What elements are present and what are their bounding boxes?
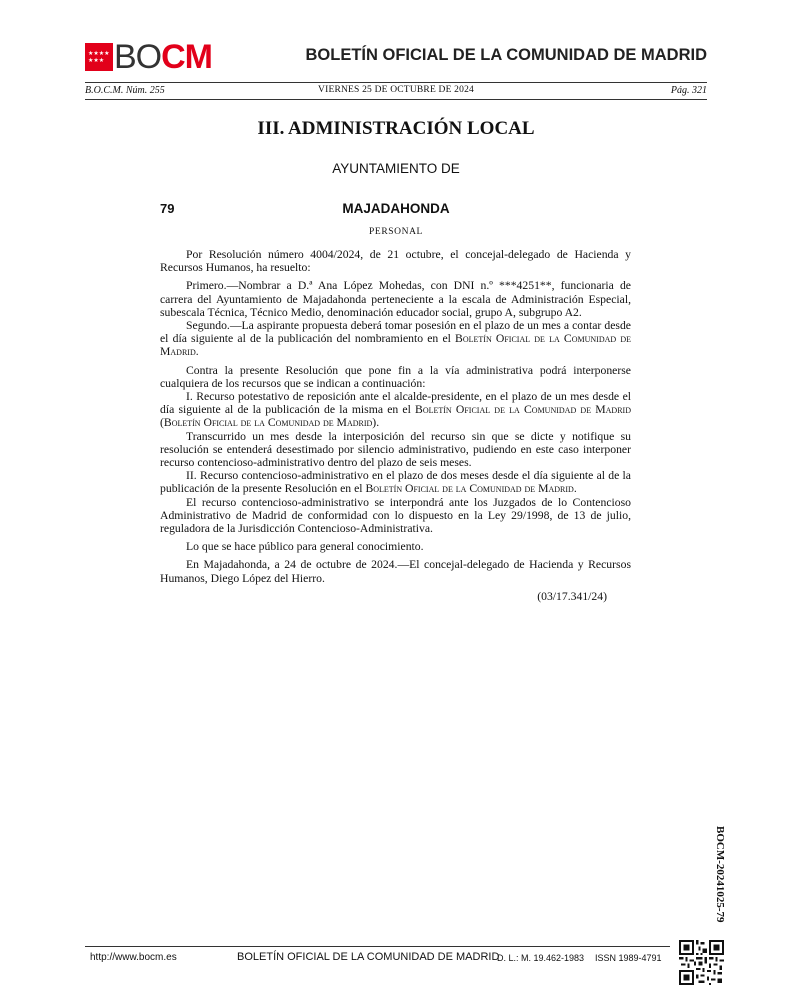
logo-wordmark: BOCM — [114, 38, 213, 76]
subsection-title: AYUNTAMIENTO DE — [332, 161, 460, 176]
paragraph-recurso-contencioso: II. Recurso contencioso-administrativo en el plazo de dos meses desde el día siguiente al de la publicación de la presente Resolución en el Boletín Oficial de la Comunidad de Madrid. — [160, 469, 631, 496]
legal-deposit: D. L.: M. 19.462-1983 — [497, 953, 585, 963]
paragraph-primero: Primero.—Nombrar a D.ª Ana López Mohedas, con DNI n.º ***4251**, funcionaria de carrera del Ayuntamiento de Majadahonda perteneciente a la escala de Administración Especial, subescala Técnica, Técnico Medio, denominación educador social, grupo A, subgrupo A2. — [160, 279, 631, 319]
header-title: BOLETÍN OFICIAL DE LA COMUNIDAD DE MADRID — [305, 46, 707, 64]
bocm-logo — [85, 40, 212, 74]
footer-url-link[interactable]: http://www.bocm.es — [90, 952, 177, 963]
announcement-number: 79 — [160, 201, 175, 216]
issue-number: B.O.C.M. Núm. 255 — [85, 85, 165, 96]
paragraph-recursos: Contra la presente Resolución que pone fin a la vía administrativa podrá interponerse cualquiera de los recursos que se indican a continuación: — [160, 363, 631, 390]
section-title: III. ADMINISTRACIÓN LOCAL — [257, 118, 535, 139]
qr-code-icon — [679, 940, 724, 985]
page-number: Pág. 321 — [670, 85, 707, 96]
footer-title: BOLETÍN OFICIAL DE LA COMUNIDAD DE MADRID — [237, 951, 500, 963]
madrid-flag-icon: ★★★★ ★★★ — [85, 43, 113, 71]
announcement-body — [160, 248, 631, 603]
issn: ISSN 1989-4791 — [595, 953, 662, 963]
category-label: PERSONAL — [369, 227, 423, 237]
paragraph-signature: En Majadahonda, a 24 de octubre de 2024.—El concejal-delegado de Hacienda y Recursos Humanos, Diego López del Hierro. — [160, 558, 631, 585]
entity-name: MAJADAHONDA — [342, 201, 450, 216]
paragraph-segundo: Segundo.—La aspirante propuesta deberá tomar posesión en el plazo de un mes a contar desde el día siguiente al de la publicación del nombramiento en el Boletín Oficial de la Comunidad de Madrid. — [160, 319, 631, 359]
paragraph-juzgados: El recurso contencioso-administrativo se interpondrá ante los Juzgados de lo Contencioso Administrativo de Madrid de conformidad con lo dispuesto en la Ley 29/1998, de 13 de julio, reguladora de la Jurisdicción Contencioso-Administrativa. — [160, 495, 631, 536]
document-side-code: BOCM-20241025-79 — [714, 826, 726, 923]
footer-rule — [85, 946, 670, 947]
paragraph-publico: Lo que se hace público para general conocimiento. — [186, 540, 424, 554]
reference-code: (03/17.341/24) — [537, 589, 607, 603]
header-rule-top — [85, 82, 707, 83]
paragraph-silencio: Transcurrido un mes desde la interposición del recurso sin que se dicte y notifique su resolución se entenderá desestimado por silencio administrativo, pudiendo en este caso interponer recurso contencioso-administrativo dentro del plazo de seis meses. — [160, 429, 631, 470]
paragraph-intro: Por Resolución número 4004/2024, de 21 octubre, el concejal-delegado de Hacienda y Recursos Humanos, ha resuelto: — [160, 248, 631, 275]
paragraph-recurso-reposicion: I. Recurso potestativo de reposición ante el alcalde-presidente, en el plazo de un mes desde el día siguiente al de la publicación de la misma en el Boletín Oficial de la Comunidad de Madrid (Boletín Oficial de la Comunidad de Madrid). — [160, 390, 631, 430]
issue-date: VIERNES 25 DE OCTUBRE DE 2024 — [318, 85, 474, 95]
header-rule-bottom — [85, 99, 707, 100]
